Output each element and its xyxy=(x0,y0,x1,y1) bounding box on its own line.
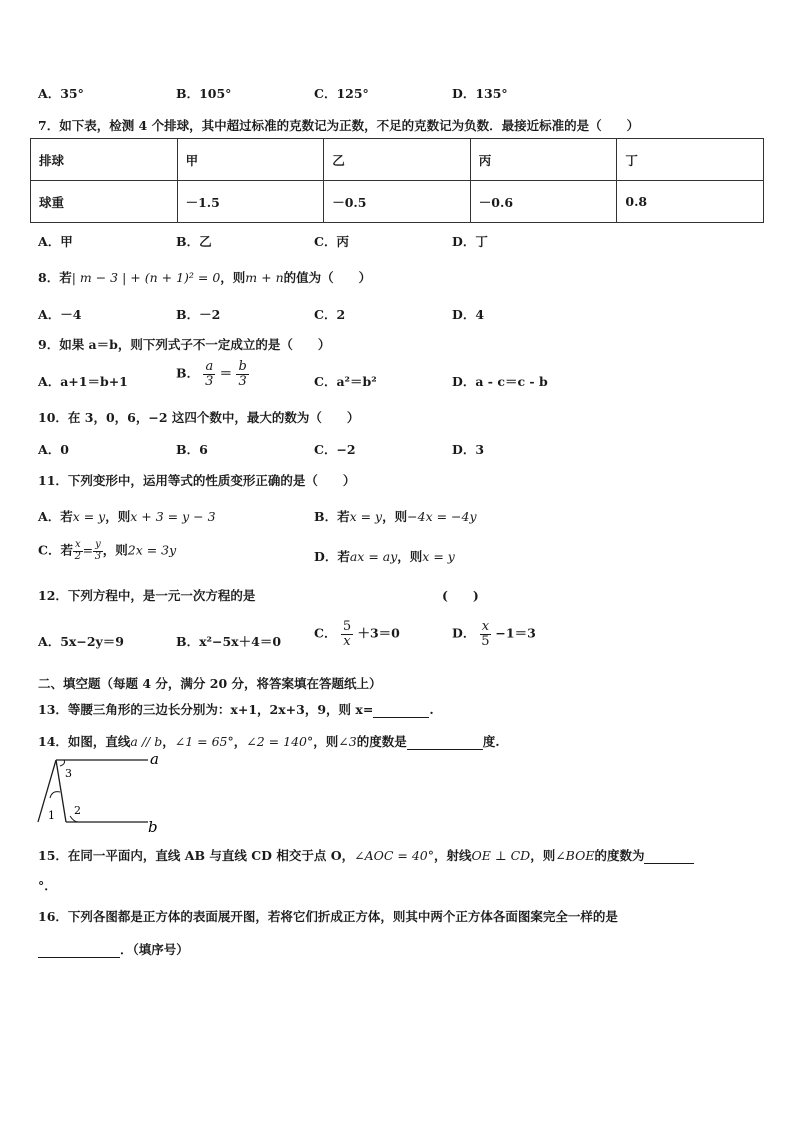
q8-expression-2: m + n xyxy=(245,270,284,285)
q13-text: 13．等腰三角形的三边长分别为：x+1，2x+3，9，则 x= xyxy=(38,702,374,717)
q10-option-a: A．0 xyxy=(38,442,69,457)
q12-answer-parens: ( ) xyxy=(442,588,479,603)
q8-number: 8．若 xyxy=(38,270,72,285)
q16-tail: ．（填序号） xyxy=(120,942,189,957)
q15-angle-boe: ∠BOE xyxy=(555,848,595,863)
section-heading: 二、填空题（每题 4 分，满分 20 分，将答案填在答题纸上） xyxy=(38,676,382,691)
angle-arc xyxy=(50,792,60,798)
q10-option-c: C．−2 xyxy=(314,442,356,457)
table-cell: 排球 xyxy=(31,139,178,181)
q11-c-then: ，则 xyxy=(102,542,128,558)
answer-blank[interactable] xyxy=(373,717,429,718)
q12-option-c-label: C． xyxy=(314,625,337,641)
q11-a-conclusion: x + 3 = y − 3 xyxy=(130,509,216,524)
q12-d-tail: −1＝3 xyxy=(495,625,536,641)
q8-option-c: C．2 xyxy=(314,307,346,322)
q10-option-b: B．6 xyxy=(176,442,208,457)
label-1: 1 xyxy=(48,809,55,822)
q7-stem: 7．如下表，检测 4 个排球，其中超过标准的克数记为正数，不足的克数记为负数．最接近标准的是（ ） xyxy=(38,118,640,133)
q9-option-c: C．a²＝b² xyxy=(314,374,377,389)
q13-period: . xyxy=(429,702,434,717)
q6-option-c: C．125° xyxy=(314,86,369,101)
q15-tail: 的度数为 xyxy=(594,848,645,863)
table-row xyxy=(31,139,764,181)
q12-c-tail: ＋3＝0 xyxy=(357,625,400,641)
q14-angle1: ∠1 = 65° xyxy=(174,734,234,749)
fraction: $\frac{y}{3}$ xyxy=(94,539,102,562)
q11-option-c xyxy=(38,540,176,562)
table-cell: 丙 xyxy=(470,139,617,181)
q14-sep: ， xyxy=(233,734,247,749)
table-cell: 球重 xyxy=(31,181,178,223)
q14-parallel: a // b xyxy=(130,734,163,749)
q14-angle3: ∠3 xyxy=(338,734,357,749)
q7-option-b: B．乙 xyxy=(176,234,212,249)
q15-angle-aoc: ∠AOC = 40° xyxy=(354,848,434,863)
q9-equals: ＝ xyxy=(219,365,233,381)
table-cell: 乙 xyxy=(324,139,471,181)
q11-a-premise: x = y xyxy=(72,509,106,524)
q11-d-then: ，则 xyxy=(397,549,423,564)
q15-then: ，则 xyxy=(530,848,556,863)
fraction: $\frac{b}{3}$ xyxy=(238,359,247,389)
q11-option-d-label: D．若 xyxy=(314,549,350,564)
q7-table xyxy=(30,138,764,223)
q14-angle2: ∠2 = 140° xyxy=(246,734,314,749)
q11-option-a xyxy=(38,507,216,525)
q11-d-conclusion: x = y xyxy=(422,549,455,564)
q10-stem: 10．在 3，0，6，−2 这四个数中，最大的数为（ ） xyxy=(38,410,360,425)
q11-option-b xyxy=(314,507,477,525)
q7-option-d: D．丁 xyxy=(452,234,488,249)
q9-option-b-label: B． xyxy=(176,365,200,381)
q14-text: 14．如图，直线 xyxy=(38,734,131,749)
q14-sep: ， xyxy=(162,734,175,749)
q12-option-a: A．5x−2y＝9 xyxy=(38,634,124,649)
q11-b-premise: x = y xyxy=(349,509,383,524)
label-a: a xyxy=(150,750,159,768)
q15-text: ，射线 xyxy=(434,848,472,863)
q9-option-a: A．a+1＝b+1 xyxy=(38,374,128,389)
q7-option-c: C．丙 xyxy=(314,234,349,249)
label-b: b xyxy=(148,818,158,836)
fraction: $\frac{x}{5}$ xyxy=(481,619,490,649)
q11-c-conclusion: 2x = 3y xyxy=(127,542,177,558)
q12-option-d-label: D． xyxy=(452,625,476,641)
fraction: $\frac{5}{x}$ xyxy=(342,619,352,649)
table-cell: 丁 xyxy=(617,139,764,181)
fraction: $\frac{x}{2}$ xyxy=(74,539,81,562)
answer-blank[interactable] xyxy=(407,749,483,750)
q12-stem: 12．下列方程中，是一元一次方程的是 xyxy=(38,588,256,603)
q12-option-c xyxy=(314,620,400,648)
table-cell: －0.6 xyxy=(470,181,617,223)
q9-option-b xyxy=(176,360,249,388)
table-cell: －0.5 xyxy=(324,181,471,223)
q14-degree: 度. xyxy=(482,734,500,749)
q10-option-d: D．3 xyxy=(452,442,485,457)
q15-perp: OE ⊥ CD xyxy=(471,848,531,863)
q9-stem: 9．如果 a＝b，则下列式子不一定成立的是（ ） xyxy=(38,337,331,352)
q11-b-conclusion: −4x = −4y xyxy=(407,509,477,524)
q8-option-b: B．－2 xyxy=(176,307,221,322)
label-3: 3 xyxy=(65,767,72,780)
q11-d-premise: ax = ay xyxy=(349,549,398,564)
fraction: $\frac{a}{3}$ xyxy=(205,359,214,389)
q6-option-b: B．105° xyxy=(176,86,232,101)
q8-option-a: A．－4 xyxy=(38,307,82,322)
angle-arc xyxy=(60,760,65,766)
q6-option-d: D．135° xyxy=(452,86,508,101)
q7-option-a: A．甲 xyxy=(38,234,73,249)
q6-option-a: A．35° xyxy=(38,86,84,101)
q11-option-a-label: A．若 xyxy=(38,509,73,524)
q15-line2: °． xyxy=(38,878,57,893)
label-2: 2 xyxy=(74,804,81,817)
q11-b-then: ，则 xyxy=(382,509,408,524)
q11-stem: 11．下列变形中，运用等式的性质变形正确的是（ ） xyxy=(38,473,356,488)
q8-expression: | m − 3 | + (n + 1)² = 0 xyxy=(71,270,221,285)
q14-tail: 的度数是 xyxy=(356,734,407,749)
q14-figure xyxy=(30,750,170,836)
q16-line2 xyxy=(38,940,189,958)
table-cell: 甲 xyxy=(177,139,324,181)
q11-option-b-label: B．若 xyxy=(314,509,350,524)
answer-blank[interactable] xyxy=(38,957,120,958)
q15-stem xyxy=(38,846,694,864)
q16-stem: 16．下列各图都是正方体的表面展开图，若将它们折成正方体，则其中两个正方体各面图案完全一样的是 xyxy=(38,909,618,924)
q9-option-d: D．a - c＝c - b xyxy=(452,374,548,389)
q8-option-d: D．4 xyxy=(452,307,485,322)
q15-text: 15．在同一平面内，直线 AB 与直线 CD 相交于点 O， xyxy=(38,848,355,863)
q12-option-d xyxy=(452,620,536,648)
q14-stem xyxy=(38,732,500,750)
q8-tail: 的值为（ ） xyxy=(283,270,372,285)
table-cell: 0.8 xyxy=(617,181,764,223)
table-cell: －1.5 xyxy=(177,181,324,223)
q11-c-equals: = xyxy=(82,542,94,558)
q11-option-d xyxy=(314,547,455,565)
q8-stem xyxy=(38,268,371,286)
q11-option-c-label: C．若 xyxy=(38,542,73,558)
table-row xyxy=(31,181,764,223)
q11-a-then: ，则 xyxy=(105,509,131,524)
q13-stem xyxy=(38,700,434,718)
q12-option-b: B．x²−5x＋4＝0 xyxy=(176,634,282,649)
answer-blank[interactable] xyxy=(644,863,694,864)
q14-then: ，则 xyxy=(313,734,339,749)
q8-text: ，则 xyxy=(220,270,246,285)
